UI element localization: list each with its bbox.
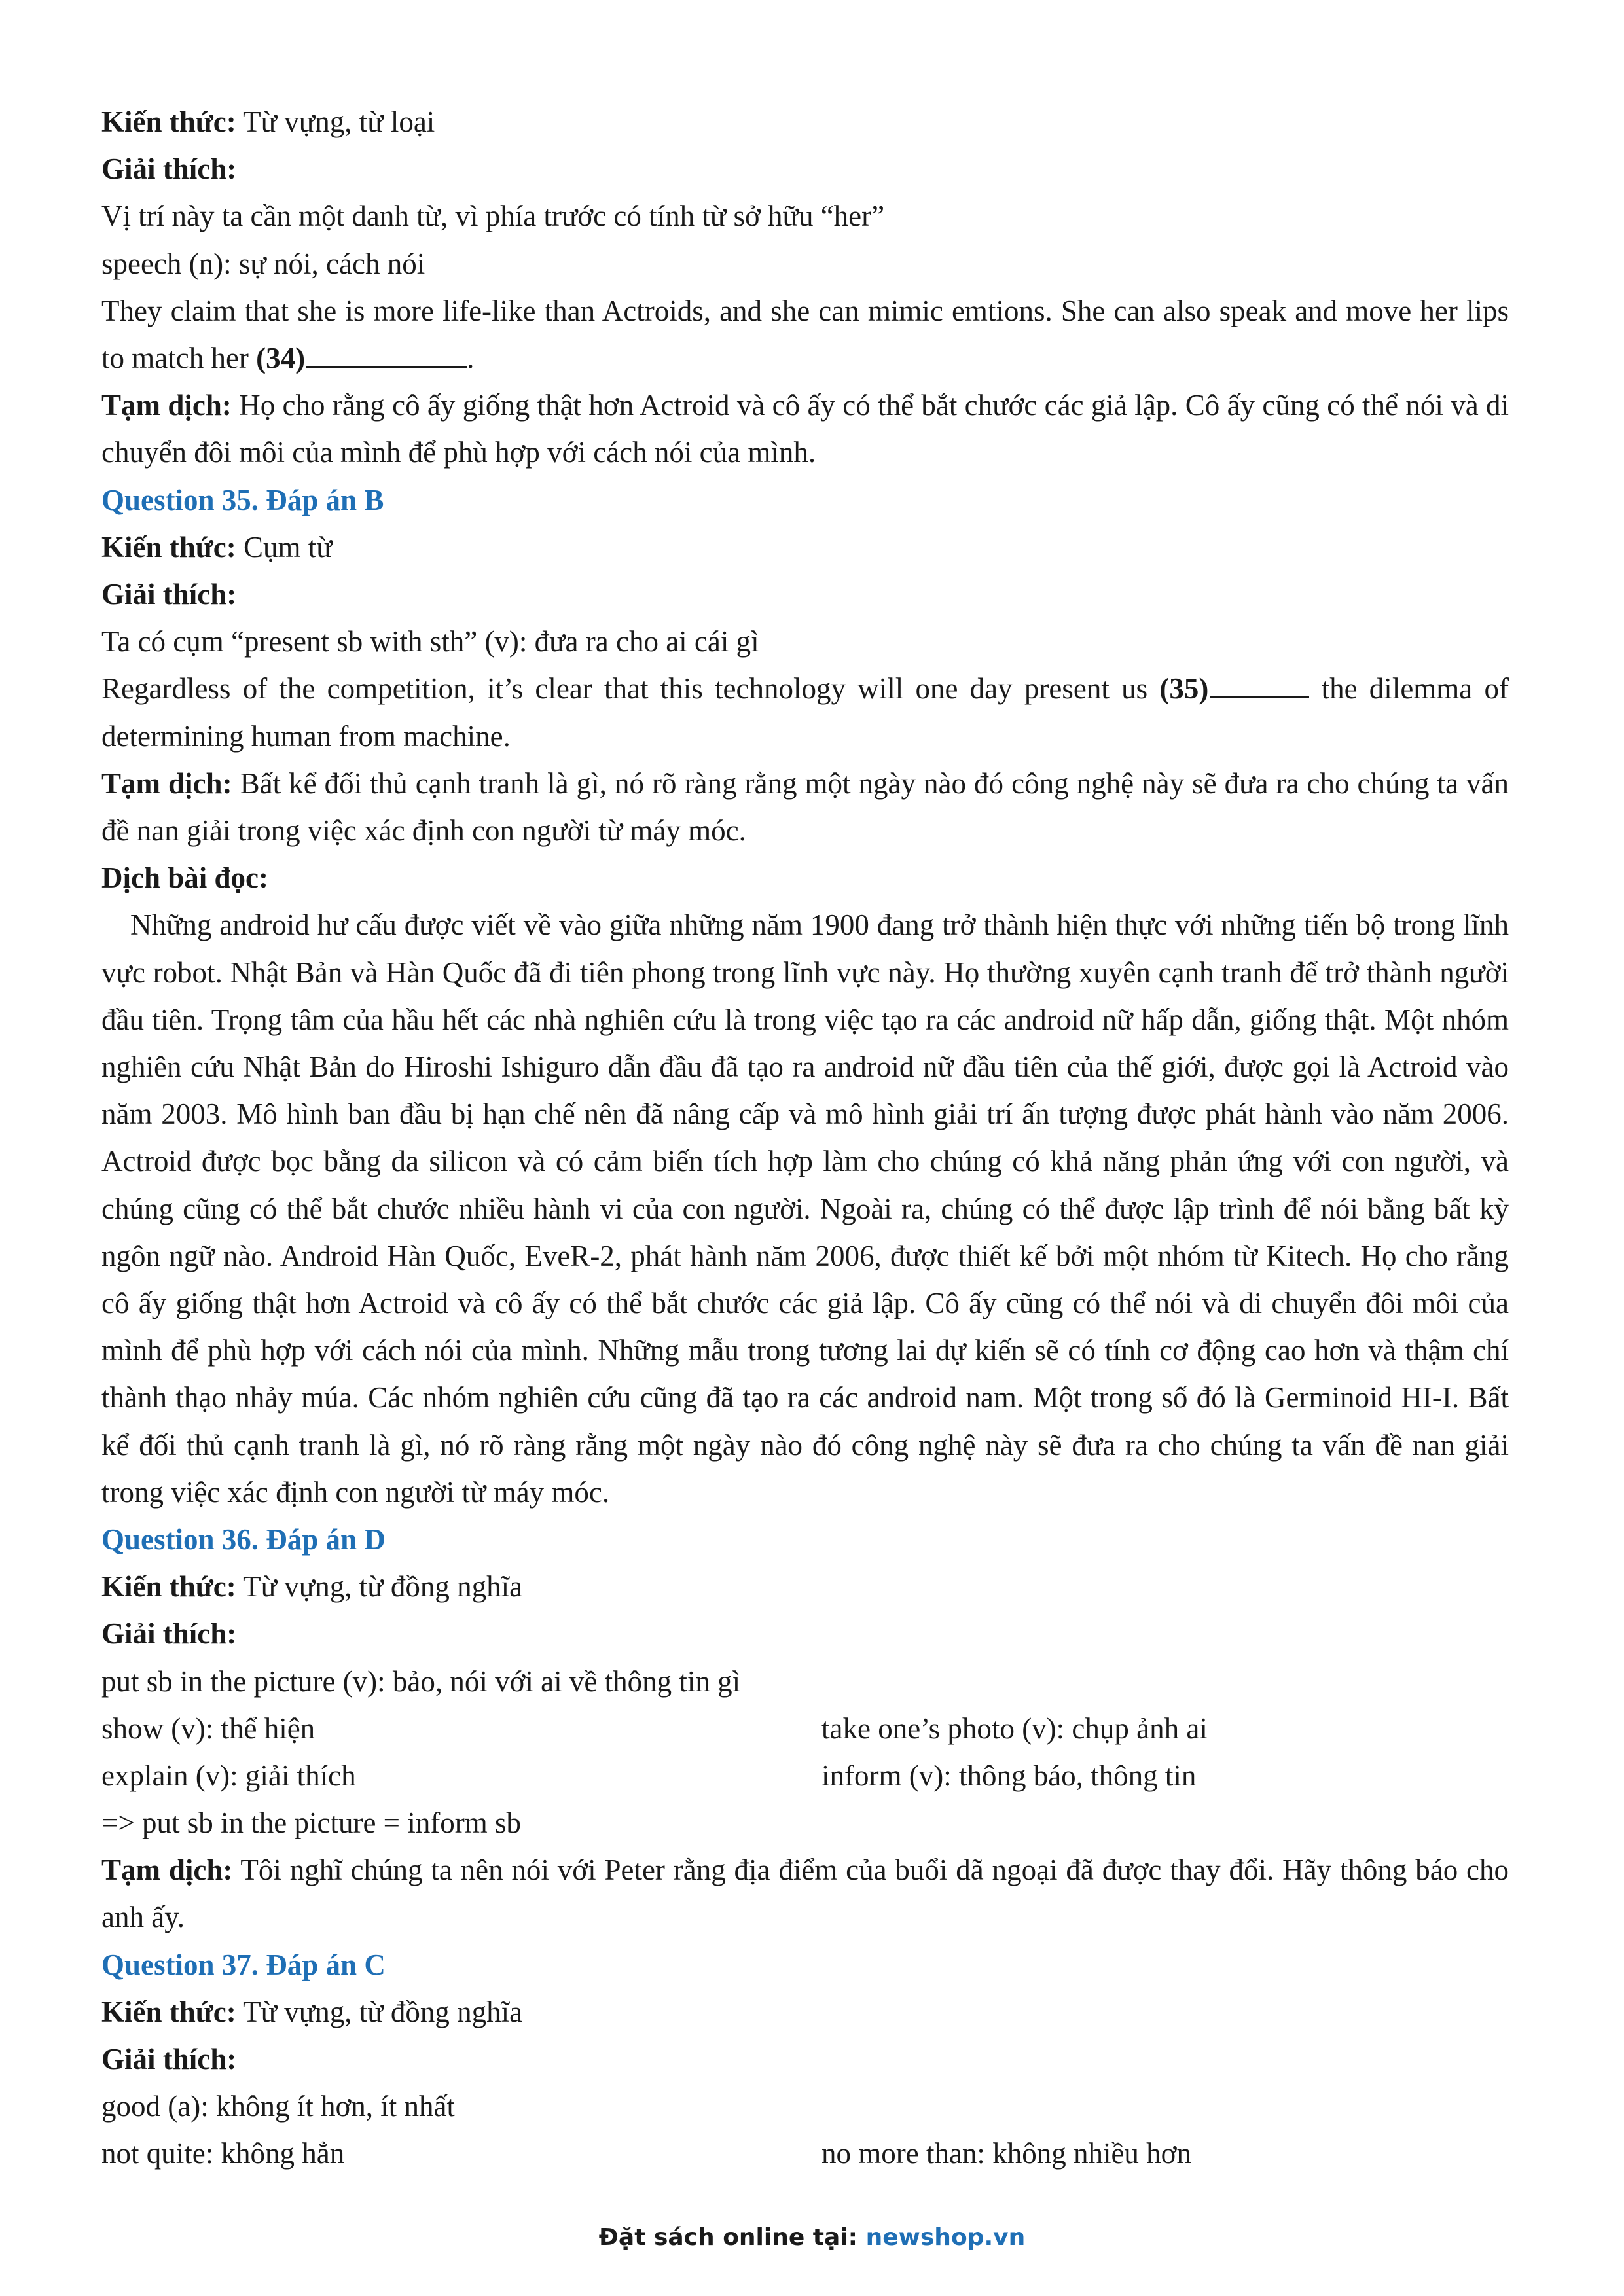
q34-explain-line-1: Vị trí này ta cần một danh từ, vì phía trước có tính từ sở hữu “her”: [101, 200, 885, 233]
q35-tam-dich-value: Bất kể đối thủ cạnh tranh là gì, nó rõ ràng rằng một ngày nào đó công nghệ này sẽ đưa ra cho chúng ta vấn đề nan giải trong việc xác định con người từ máy móc.: [101, 766, 1509, 847]
q37-kien-thuc: [101, 1988, 1509, 2036]
q36-conclusion: => put sb in the picture = inform sb: [101, 1806, 522, 1840]
q34-explain-line-2: speech (n): sự nói, cách nói: [101, 247, 425, 280]
q37-heading: Question 37. Đáp án C: [101, 1948, 386, 1981]
q36-tam-dich-value: Tôi nghĩ chúng ta nên nói với Peter rằng địa điểm của buổi dã ngoại đã được thay đổi. Hãy thông báo cho anh ấy.: [101, 1854, 1509, 1934]
label-kien-thuc: Kiến thức:: [101, 530, 236, 564]
q36-option-c: explain (v): giải thích: [101, 1759, 356, 1792]
q36-option-a: show (v): thể hiện: [101, 1712, 316, 1745]
q35-blank-label: (35): [1159, 672, 1209, 706]
footer-link[interactable]: newshop.vn: [865, 2224, 1026, 2251]
q35-passage-before: Regardless of the competition, it’s clear that this technology will one day present us: [101, 672, 1160, 706]
label-tam-dich: Tạm dịch:: [101, 766, 232, 800]
q34-passage: [101, 287, 1509, 382]
q36-option-d: inform (v): thông báo, thông tin: [821, 1759, 1197, 1792]
q35-blank-line: [1210, 673, 1309, 698]
label-kien-thuc: Kiến thức:: [101, 1570, 236, 1604]
q36-heading: Question 36. Đáp án D: [101, 1522, 386, 1556]
label-tam-dich: Tạm dịch:: [101, 389, 232, 422]
q35-kien-thuc-value: Cụm từ: [236, 530, 333, 564]
q35-passage: [101, 665, 1509, 759]
dich-bai-doc-label: Dịch bài đọc:: [101, 861, 269, 895]
translation-paragraph: Những android hư cấu được viết về vào giữa những năm 1900 đang trở thành hiện thực với những tiến bộ trong lĩnh vực robot. Nhật Bản và Hàn Quốc đã đi tiên phong trong lĩnh vực này. Họ thường xuyên cạnh tranh để trở thành người đầu tiên. Trọng tâm của hầu hết các nhà nghiên cứu là trong việc tạo ra các android nữ hấp dẫn, giống thật. Một nhóm nghiên cứu Nhật Bản do Hiroshi Ishiguro dẫn đầu đã tạo ra android nữ đầu tiên của thế giới, được gọi là Actroid vào năm 2003. Mô hình ban đầu bị hạn chế nên đã nâng cấp và mô hình giải trí ấn tượng được phát hành vào năm 2006. Actroid được bọc bằng da silicon và có cảm biến tích hợp làm cho chúng có khả năng phản ứng với con người, và chúng cũng có thể bắt chước nhiều hành vi của con người. Ngoài ra, chúng có thể được lập trình để nói bằng bất kỳ ngôn ngữ nào. Android Hàn Quốc, EveR-2, phát hành năm 2006, được thiết kế bởi một nhóm từ Kitech. Họ cho rằng cô ấy giống thật hơn Actroid và cô ấy có thể bắt chước các giả lập. Cô ấy cũng có thể nói và di chuyển đôi môi của mình để phù hợp với cách nói của mình. Những mẫu trong tương lai dự kiến sẽ có tính cơ động cao hơn và thậm chí thành thạo nhảy múa. Các nhóm nghiên cứu cũng đã tạo ra các android nam. Một trong số đó là Germinoid HI-I. Bất kể đối thủ cạnh tranh là gì, nó rõ ràng rằng một ngày nào đó công nghệ này sẽ đưa ra cho chúng ta vấn đề nan giải trong việc xác định con người từ máy móc.: [101, 908, 1509, 1509]
q37-giai-thich-label: Giải thích:: [101, 2043, 237, 2076]
label-tam-dich: Tạm dịch:: [101, 1854, 233, 1887]
q36-kien-thuc: [101, 1563, 1509, 1610]
q35-kien-thuc: [101, 524, 1509, 571]
q36-tam-dich: [101, 1846, 1509, 1941]
q35-explain-line-1: Ta có cụm “present sb with sth” (v): đưa ra cho ai cái gì: [101, 625, 759, 658]
label-kien-thuc: Kiến thức:: [101, 1995, 236, 2028]
q36-explain-first: put sb in the picture (v): bảo, nói với ai về thông tin gì: [101, 1664, 741, 1698]
q35-tam-dich: [101, 760, 1509, 854]
q34-passage-after: .: [467, 341, 475, 374]
label-kien-thuc: Kiến thức:: [101, 105, 236, 138]
q34-blank-line: [306, 342, 467, 368]
q36-options-row-1: [101, 1705, 1509, 1752]
q36-giai-thich-label: Giải thích:: [101, 1617, 237, 1651]
page-footer: [0, 2224, 1624, 2251]
q37-options-row-1: [101, 2130, 1509, 2177]
q35-passage-after: the dilemma of determining human from machine.: [101, 672, 1509, 753]
q34-kien-thuc-value: Từ vựng, từ loại: [236, 105, 435, 138]
q35-giai-thich-label: Giải thích:: [101, 577, 237, 611]
q34-tam-dich-value: Họ cho rằng cô ấy giống thật hơn Actroid và cô ấy có thể bắt chước các giả lập. Cô ấy cũng có thể nói và di chuyển đôi môi của mình để phù hợp với cách nói của mình.: [101, 389, 1509, 469]
q36-kien-thuc-value: Từ vựng, từ đồng nghĩa: [236, 1570, 523, 1604]
q34-giai-thich-label: Giải thích:: [101, 152, 237, 186]
q37-option-a: not quite: không hẳn: [101, 2137, 345, 2170]
q37-option-b: no more than: không nhiều hơn: [821, 2137, 1191, 2170]
q34-blank-label: (34): [256, 341, 306, 374]
footer-prefix: Đặt sách online tại:: [598, 2224, 866, 2251]
q36-option-b: take one’s photo (v): chụp ảnh ai: [821, 1712, 1208, 1745]
q34-tam-dich: [101, 382, 1509, 476]
q37-explain-first: good (a): không ít hơn, ít nhất: [101, 2090, 455, 2123]
q36-options-row-2: [101, 1752, 1509, 1799]
q35-heading: Question 35. Đáp án B: [101, 483, 384, 516]
document-page: [101, 98, 1509, 2178]
q34-kien-thuc: [101, 98, 1509, 145]
q34-passage-before: They claim that she is more life-like than Actroids, and she can mimic emtions. She can also speak and move her lips to match her: [101, 294, 1509, 374]
q37-kien-thuc-value: Từ vựng, từ đồng nghĩa: [236, 1995, 523, 2028]
